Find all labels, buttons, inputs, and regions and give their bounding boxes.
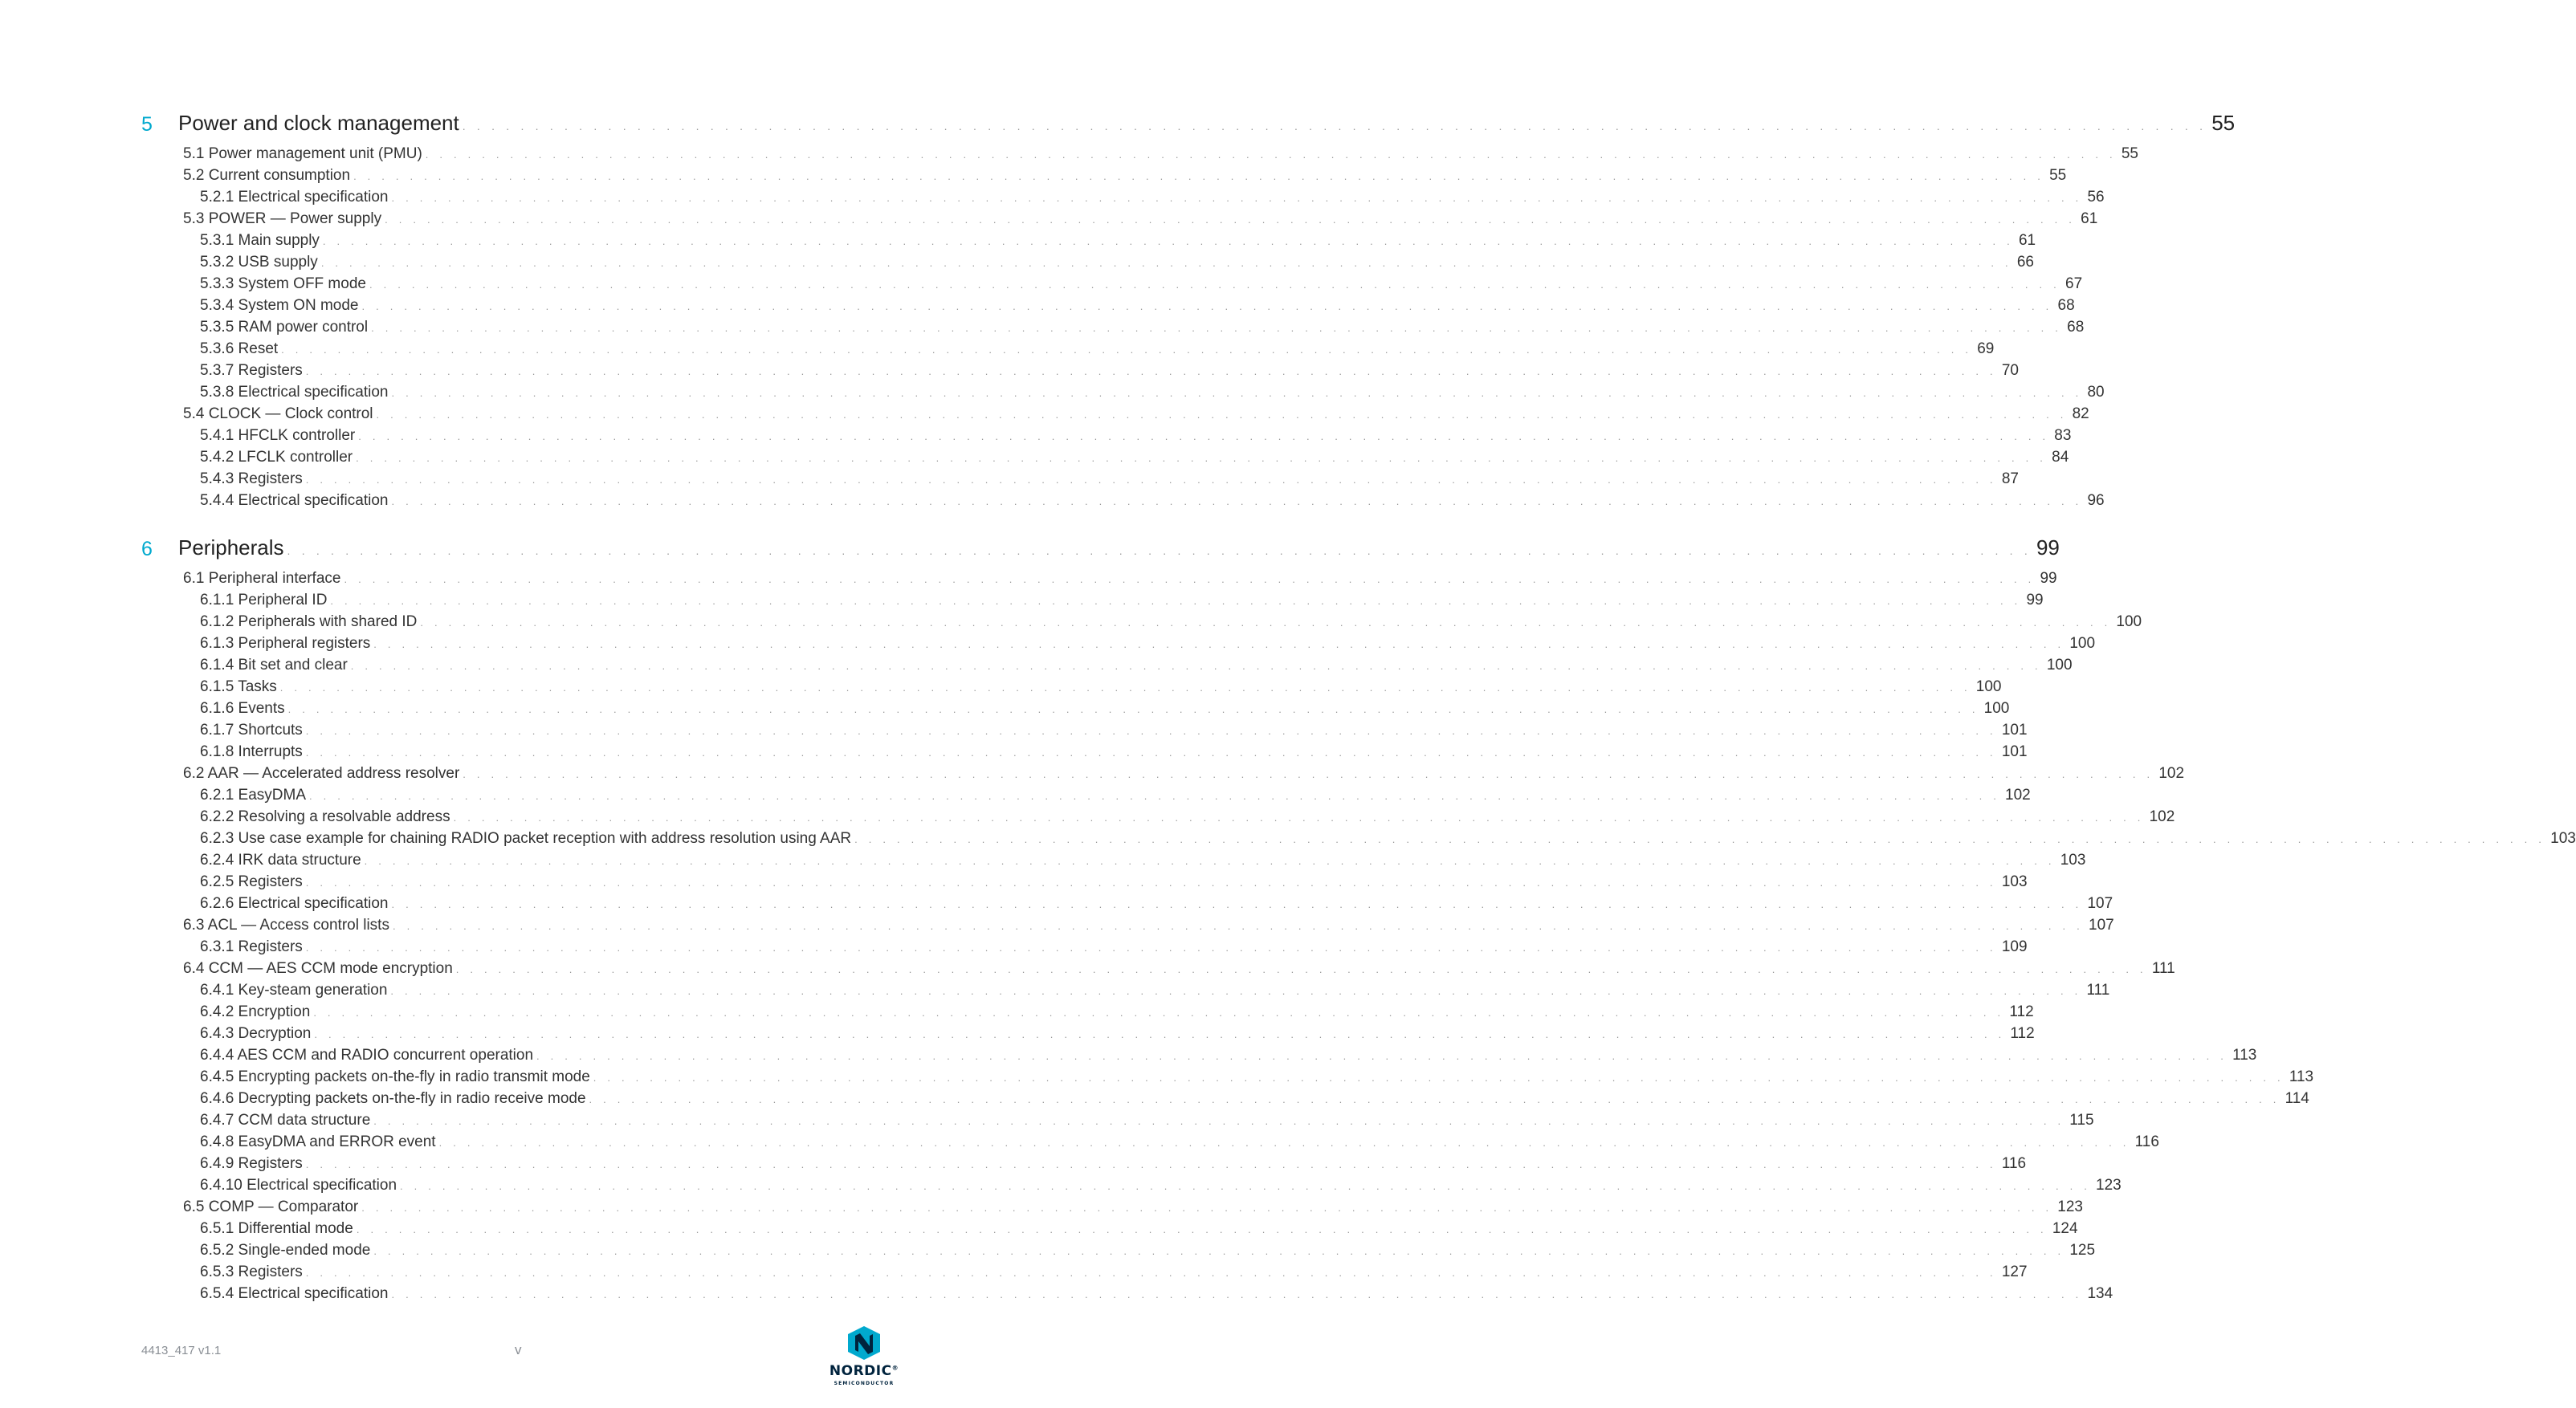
toc-entry-title: 6.2.4 IRK data structure [200, 852, 361, 869]
toc-entry-title: 5.3 POWER — Power supply [183, 210, 382, 227]
nordic-logo-icon [845, 1325, 883, 1360]
toc-entry[interactable] [0, 165, 2067, 186]
dot-leader: . . . . . . . . . . . . . . . . . . . . . . . . . . . . . . . . . . . . . . . . . . . . . . . . . . . . . . . . . . . . . . . . . . . . . . . . . . . . . . . . . . . . . . . . . . . . . . . . . . . . . . . . . . . . . . . . . . . . . . . . [373, 1245, 2065, 1257]
toc-entry[interactable] [0, 490, 2105, 511]
dot-leader: . . . . . . . . . . . . . . . . . . . . . . . . . . . . . . . . . . . . . . . . . . . . . . . . . . . . . . . . . . . . . . . . . . . . . . . . . . . . . . . . . . . . . . . . . . . . . . . . . . . . . . . . . . . . . . . . . . . . . . . . [385, 214, 2077, 226]
toc-entry-title: 6.5.1 Differential mode [200, 1220, 353, 1237]
dot-leader: . . . . . . . . . . . . . . . . . . . . . . . . . . . . . . . . . . . . . . . . . . . . . . . . . . . . . . . . . . . . . . . . . . . . . . . . . . . . . . . . . . . . . . . . . . . . . . . . . . . . . . . . . . . . . . . . . . . . . . . . [455, 963, 2147, 975]
toc-entry-page-number: 111 [2086, 982, 2110, 999]
dot-leader: . . . . . . . . . . . . . . . . . . . . . . . . . . . . . . . . . . . . . . . . . . . . . . . . . . . . . . . . . . . . . . . . . . . . . . . . . . . . . . . . . . . . . . . . . . . . . . . . . . . . . . . . . . . . . . . . . . . . . . . . [373, 638, 2065, 650]
dot-leader: . . . . . . . . . . . . . . . . . . . . . . . . . . . . . . . . . . . . . . . . . . . . . . . . . . . . . . . . . . . . . . . . . . . . . . . . . . . . . . . . . . . . . . . . . . . . . . . . . . . . . . . . . . . . . . . . . . . . . . . . [322, 235, 2014, 247]
toc-entry-page-number: 100 [2069, 635, 2096, 652]
toc-entry[interactable] [0, 589, 2044, 611]
dot-leader: . . . . . . . . . . . . . . . . . . . . . . . . . . . . . . . . . . . . . . . . . . . . . . . . . . . . . . . . . . . . . . . . . . . . . . . . . . . . . . . . . . . . . . . . . . . . . . . . . . . . . . . . . . . . . . . . . . . . . . . . [305, 877, 1997, 889]
toc-entry[interactable] [0, 1044, 2257, 1066]
toc-entry-page-number: 100 [2046, 657, 2073, 673]
chapter-title: Peripherals [178, 535, 284, 560]
toc-entry[interactable] [0, 676, 2002, 698]
toc-entry[interactable] [0, 251, 2034, 273]
toc-entry-page-number: 96 [2087, 492, 2105, 509]
toc-entry-page-number: 102 [2158, 765, 2185, 782]
toc-entry[interactable] [0, 425, 2072, 446]
toc-entry-title: 6.2.2 Resolving a resolvable address [200, 808, 450, 825]
dot-leader: . . . . . . . . . . . . . . . . . . . . . . . . . . . . . . . . . . . . . . . . . . . . . . . . . . . . . . . . . . . . . . . . . . . . . . . . . . . . . . . . . . . . . . . . . . . . . . . . . . . . . . . . . . . . . . . . . . . . . . . . [330, 595, 2022, 607]
toc-entry[interactable] [0, 1131, 2159, 1153]
toc-entry-title: 6.5.2 Single-ended mode [200, 1242, 371, 1259]
toc-entry[interactable] [0, 1283, 2113, 1304]
toc-entry[interactable] [0, 914, 2114, 936]
logo-subtext: SEMICONDUCTOR [834, 1381, 895, 1386]
toc-entry-page-number: 99 [2040, 570, 2057, 587]
chapter-page-number: 55 [2211, 111, 2236, 135]
document-id: 4413_417 v1.1 [141, 1344, 222, 1357]
chapter-title: Power and clock management [178, 111, 459, 135]
dot-leader: . . . . . . . . . . . . . . . . . . . . . . . . . . . . . . . . . . . . . . . . . . . . . . . . . . . . . . . . . . . . . . . . . . . . . . . . . . . . . . . . . . . . . . . . . . . . . . . . . . . . . . . . . . . . . . . . . . . . . . . . [453, 812, 2145, 824]
toc-entry-title: 6.4.1 Key-steam generation [200, 982, 388, 999]
toc-entry-page-number: 103 [2550, 830, 2576, 847]
dot-leader: . . . . . . . . . . . . . . . . . . . . . . . . . . . . . . . . . . . . . . . . . . . . . . . . . . . . . . . . . . . . . . . . . . . . . . . . . . . . . . . . . . . . . . . . . . . . . . . . . . . . . . . . . . . . . . . . . . . . . . . . [279, 682, 1971, 694]
toc-entry[interactable] [0, 568, 2057, 589]
toc-entry-title: 5.3.8 Electrical specification [200, 384, 389, 401]
toc-entry-title: 6.4.8 EasyDMA and ERROR event [200, 1133, 436, 1150]
toc-entry-title: 6.5.4 Electrical specification [200, 1285, 389, 1302]
toc-entry[interactable] [0, 1153, 2027, 1174]
toc-entry-title: 6.4 CCM — AES CCM mode encryption [183, 960, 453, 977]
dot-leader: . . . . . . . . . . . . . . . . . . . . . . . . . . . . . . . . . . . . . . . . . . . . . . . . . . . . . . . . . . . . . . . . . . . . . . . . . . . . . . . . . . . . . . . . . . . . . . . . . . . . . . . . . . . . . . . . . . . . . . . . [371, 322, 2063, 334]
toc-entry-title: 6.4.10 Electrical specification [200, 1177, 397, 1194]
dot-leader: . . . . . . . . . . . . . . . . . . . . . . . . . . . . . . . . . . . . . . . . . . . . . . . . . . . . . . . . . . . . . . . . . . . . . . . . . . . . . . . . . . . . . . . . . . . . . . . . . . . . . . . . . . . . . . . . . . . . . . . . [305, 942, 1997, 954]
toc-entry-page-number: 101 [2001, 743, 2028, 760]
toc-entry[interactable] [0, 230, 2036, 251]
toc-entry[interactable] [0, 1196, 2083, 1218]
toc-entry[interactable] [0, 295, 2075, 316]
nordic-logo [827, 1325, 901, 1390]
dot-leader: . . . . . . . . . . . . . . . . . . . . . . . . . . . . . . . . . . . . . . . . . . . . . . . . . . . . . . . . . . . . . . . . . . . . . . . . . . . . . . . . . . . . . . . . . . . . . . . . . . . . . . . . . . . . . . . . . . . . . . . . [589, 1093, 2280, 1105]
toc-entry-title: 6.1.6 Events [200, 700, 285, 717]
toc-chapter [0, 111, 2236, 511]
toc-entry-page-number: 107 [2089, 917, 2114, 934]
toc-entry-page-number: 102 [2005, 787, 2031, 804]
toc-entry[interactable] [0, 1218, 2078, 1239]
toc-entry-page-number: 69 [1977, 340, 1995, 357]
dot-leader: . . . . . . . . . . . . . . . . . . . . . . . . . . . . . . . . . . . . . . . . . . . . . . . . . . . . . . . . . . . . . . . . . . . . . . . . . . . . . . . . . . . . . . . . . . . . . . . . . . . . . . . . . . . . . . . . . . . . . . . . [356, 1223, 2048, 1235]
chapter-entries [0, 143, 2138, 511]
toc-entry-title: 5.4.1 HFCLK controller [200, 427, 356, 444]
logo-trademark: ® [891, 1364, 899, 1372]
toc-entry[interactable] [0, 381, 2105, 403]
dot-leader: . . . . . . . . . . . . . . . . . . . . . . . . . . . . . . . . . . . . . . . . . . . . . . . . . . . . . . . . . . . . . . . . . . . . . . . . . . . . . . . . . . . . . . . . . . . . . . . . . . . . . . . . . . . . . . . . . . . . . . . . [391, 495, 2083, 507]
toc-entry-title: 6.1.3 Peripheral registers [200, 635, 371, 652]
toc-entry-title: 5.2 Current consumption [183, 167, 351, 184]
dot-leader: . . . . . . . . . . . . . . . . . . . . . . . . . . . . . . . . . . . . . . . . . . . . . . . . . . . . . . . . . . . . . . . . . . . . . . . . . . . . . . . . . . . . . . . . . . . . . . . . . . . . . . . . . . . . . . . . . . . . . . . . [287, 703, 1979, 715]
toc-entry-title: 6.1.5 Tasks [200, 678, 277, 695]
toc-entry-page-number: 83 [2054, 427, 2072, 444]
dot-leader: . . . . . . . . . . . . . . . . . . . . . . . . . . . . . . . . . . . . . . . . . . . . . . . . . . . . . . . . . . . . . . . . . . . . . . . . . . . . . . . . . . . . . . . . . . . . . . . . . . . . . . . . . . . . . . . . . . . . . . . . [309, 790, 2001, 802]
toc-entry-page-number: 56 [2087, 189, 2105, 206]
dot-leader: . . . . . . . . . . . . . . . . . . . . . . . . . . . . . . . . . . . . . . . . . . . . . . . . . . . . . . . . . . . . . . . . . . . . . . . . . . . . . . . . . . . . . . . . . . . . . . . . . . . . . . . . . . . . . . . . . . . . . . . . [305, 365, 1997, 377]
toc-entry-title: 5.4.2 LFCLK controller [200, 449, 353, 466]
chapter-number: 6 [141, 538, 153, 560]
dot-leader: . . . . . . . . . . . . . . . . . . . . . . . . . . . . . . . . . . . . . . . . . . . . . . . . . . . . . . . . . . . . . . . . . . . . . . . . . . . . . . . . . . . . . . . . . . . . . . . . . . . . . . . . . . . . . . . . . . . . . . . . [361, 1202, 2053, 1214]
toc-entry[interactable] [0, 1023, 2035, 1044]
toc-entry[interactable] [0, 633, 2096, 654]
toc-entry[interactable] [0, 403, 2089, 425]
toc-entry-title: 6.1.7 Shortcuts [200, 722, 303, 739]
chapter-heading[interactable] [0, 111, 2236, 143]
dot-leader: . . . . . . . . . . . . . . . . . . . . . . . . . . . . . . . . . . . . . . . . . . . . . . . . . . . . . . . . . . . . . . . . . . . . . . . . . . . . . . . . . . . . . . . . . . . . . . . . . . . . . . . . . . . . . . . . . . . . . . . . [361, 300, 2053, 312]
toc-entry-title: 6.4.6 Decrypting packets on-the-fly in radio receive mode [200, 1090, 586, 1107]
toc-entry[interactable] [0, 1088, 2309, 1109]
toc-entry-page-number: 124 [2052, 1220, 2078, 1237]
logo-wordmark [827, 1363, 901, 1379]
dot-leader: . . . . . . . . . . . . . . . . . . . . . . . . . . . . . . . . . . . . . . . . . . . . . . . . . . . . . . . . . . . . . . . . . . . . . . . . . . . . . . . . . . . . . . . . . . . . . . . . . . . . . . . . . . . . . . . . . . . . . . . . [376, 409, 2068, 421]
toc-entry-page-number: 100 [1975, 678, 2002, 695]
toc-entry-title: 5.4.4 Electrical specification [200, 492, 389, 509]
dot-leader: . . . . . . . . . . . . . . . . . . . . . . . . . . . . . . . . . . . . . . . . . . . . . . . . . . . . . . . . . . . . . . . . . . . . . . . . . . . . . . . . . . . . . . . . . . . . . . . . . . . . . . . . . . . . . . . . . . . . . . . . [320, 257, 2012, 269]
toc-entry[interactable] [0, 1001, 2034, 1023]
toc-entry[interactable] [0, 338, 1995, 360]
toc-entry-page-number: 101 [2001, 722, 2028, 739]
toc-entry[interactable] [0, 446, 2069, 468]
toc-entry-title: 6.4.9 Registers [200, 1155, 303, 1172]
dot-leader: . . . . . . . . . . . . . . . . . . . . . . . . . . . . . . . . . . . . . . . . . . . . . . . . . . . . . . . . . . . . . . . . . . . . . . . . . . . . . . . . . . . . . . . . . . . . . . . . . . . . . . . . . . . . . . . . . . . . . . . . [313, 1007, 2005, 1019]
chapter-page-number: 99 [2036, 535, 2060, 560]
toc-entry-title: 5.1 Power management unit (PMU) [183, 145, 422, 162]
toc-entry-page-number: 61 [2081, 210, 2098, 227]
dot-leader: . . . . . . . . . . . . . . . . . . . . . . . . . . . . . . . . . . . . . . . . . . . . . . . . . . . . . . . . . . . . . . . . . . . . . . . . . . . . . . . . . . . . . . . . . . . . . . . . . . . . . . . . . . . . . . . . . . . . . . . . [390, 985, 2082, 997]
chapter-entries [0, 568, 2576, 1304]
toc-entry-page-number: 111 [2151, 960, 2175, 977]
toc-entry[interactable] [0, 273, 2083, 295]
toc-entry[interactable] [0, 936, 2028, 958]
toc-entry-title: 6.1.2 Peripherals with shared ID [200, 613, 418, 630]
dot-leader: . . . . . . . . . . . . . . . . . . . . . . . . . . . . . . . . . . . . . . . . . . . . . . . . . . . . . . . . . . . . . . . . . . . . . . . . . . . . . . . . . . . . . . . . . . . . . . . . . . . . . . . . . . . . . . . . . . . . . . . . [438, 1137, 2130, 1149]
toc-chapter [0, 535, 2576, 1304]
dot-leader: . . . . . . . . . . . . . . . . . . . . . . . . . . . . . . . . . . . . . . . . . . . . . . . . . . . . . . . . . . . . . . . . . . . . . . . . . . . . . . . . . . . . . . . . . . . . . . . . . . . . . . . . . . . . . . . . . . . . . . . . [391, 192, 2083, 204]
toc-entry-title: 6.5.3 Registers [200, 1264, 303, 1280]
toc-entry-page-number: 115 [2069, 1112, 2094, 1129]
page-footer [0, 1325, 996, 1408]
toc-entry-page-number: 116 [2134, 1133, 2159, 1150]
dot-leader: . . . . . . . . . . . . . . . . . . . . . . . . . . . . . . . . . . . . . . . . . . . . . . . . . . . . . . . . . . . . . . . . . . . . . . . . . . . . . . . . . . . . . . . . . . . . . . . . . . . . . . . . . . . . . . . . . . . . . . . . [305, 747, 1997, 759]
dot-leader: . . . . . . . . . . . . . . . . . . . . . . . . . . . . . . . . . . . . . . . . . . . . . . . . . . . . . . . . . . . . . . . . . . . . . . . . . . . . . . . . . . . . . . . . . . . . . . . . . . . . . . . . . . . . . . . . . . . . . . . . [305, 1158, 1997, 1170]
dot-leader: . . . . . . . . . . . . . . . . . . . . . . . . . . . . . . . . . . . . . . . . . . . . . . . . . . . . . . . . . . . . . . . . . . . . . . . . . . . . . . . . . . . . . . . . . . . . . . . . . . . . . . . . . . . . . . . . . . . . . . . . [314, 1028, 2006, 1040]
toc-entry-title: 5.3.2 USB supply [200, 254, 318, 271]
toc-entry-page-number: 100 [2116, 613, 2142, 630]
toc-entry-title: 6.2.3 Use case example for chaining RADIO packet reception with address resolution using AAR [200, 830, 852, 847]
toc-entry-page-number: 103 [2060, 852, 2086, 869]
chapter-number: 5 [141, 113, 153, 136]
dot-leader: . . . . . . . . . . . . . . . . . . . . . . . . . . . . . . . . . . . . . . . . . . . . . . . . . . . . . . . . . . . . . . . . . . . . . . . . . . . . . . . . . . . . . . . . . . . . . . . . . . . . . . . . . . . . . . . . . . . . . . . . [373, 1115, 2065, 1127]
dot-leader: . . . . . . . . . . . . . . . . . . . . . . . . . . . . . . . . . . . . . . . . . . . . . . . . . . . . . . . . . . . . . . . . . . . . . . . . . . . . . . . . . . . . . . . . . . . . . . . . . . . . . . . . . . . . . . . . . . . . . . . . [400, 1180, 2092, 1192]
toc-entry[interactable] [0, 698, 2010, 719]
dot-leader: . . . . . . . . . . . . . . . . . . . . . . . . . . . . . . . . . . . . . . . . . . . . . . . . . . . . . . . . . . . . . . . . . . . . . . . . . . . . . . . . . . . . . . . . . . . . . . . . . . . . . . . . . . . . . . . . . . . . . . . . [369, 279, 2060, 291]
dot-leader: . . . . . . . . . . . . . . . . . . . . . . . . . . . . . . . . . . . . . . . . . . . . . . . . . . . . . . . . . . . . . . . . . . . . . . . . . . . . . . . . . . . . . . . . . . . . . . . . . . . . . . . . . . . . . . . . . . . . . . . . [305, 474, 1997, 486]
toc-entry-title: 6.1.4 Bit set and clear [200, 657, 348, 673]
toc-entry[interactable] [0, 468, 2019, 490]
toc-entry[interactable] [0, 806, 2175, 828]
toc-entry[interactable] [0, 893, 2113, 914]
toc-entry[interactable] [0, 1174, 2122, 1196]
dot-leader: . . . . . . . . . . . . . . . . . . . . . . . . . . . . . . . . . . . . . . . . . . . . . . . . . . . . . . . . . . . . . . . . . . . . . . . . . . . . . . . . . . . . . . . . . . . . . . . . . . . . . . . . . . . . . . . . . . . . . . . . [462, 120, 2207, 132]
toc-entry-title: 6.5 COMP — Comparator [183, 1198, 359, 1215]
toc-entry[interactable] [0, 654, 2073, 676]
page-number: v [515, 1342, 522, 1357]
toc-entry-title: 5.3.6 Reset [200, 340, 279, 357]
toc-entry-page-number: 113 [2289, 1068, 2314, 1085]
toc-entry-page-number: 112 [2010, 1025, 2035, 1042]
toc-entry[interactable] [0, 1066, 2314, 1088]
dot-leader: . . . . . . . . . . . . . . . . . . . . . . . . . . . . . . . . . . . . . . . . . . . . . . . . . . . . . . . . . . . . . . . . . . . . . . . . . . . . . . . . . . . . . . . . . . . . . . . . . . . . . . . . . . . . . . . . . . . . . . . . [350, 660, 2042, 672]
toc-entry[interactable] [0, 784, 2031, 806]
toc-entry-title: 5.3.5 RAM power control [200, 319, 369, 336]
toc-entry[interactable] [0, 360, 2019, 381]
toc-entry-page-number: 84 [2052, 449, 2069, 466]
toc-entry[interactable] [0, 979, 2110, 1001]
toc-entry[interactable] [0, 763, 2185, 784]
dot-leader: . . . . . . . . . . . . . . . . . . . . . . . . . . . . . . . . . . . . . . . . . . . . . . . . . . . . . . . . . . . . . . . . . . . . . . . . . . . . . . . . . . . . . . . . . . . . . . . . . . . . . . . . . . . . . . . . . . . . . . . . [353, 170, 2045, 182]
toc-entry-title: 6.2.1 EasyDMA [200, 787, 306, 804]
dot-leader: . . . . . . . . . . . . . . . . . . . . . . . . . . . . . . . . . . . . . . . . . . . . . . . . . . . . . . . . . . . . . . . . . . . . . . . . . . . . . . . . . . . . . . . . . . . . . . . . . . . . . . . . . . . . . . . . . . . . . . . . [425, 149, 2117, 161]
toc-entry-page-number: 67 [2065, 275, 2083, 292]
toc-entry-page-number: 68 [2057, 297, 2075, 314]
toc-entry[interactable] [0, 611, 2142, 633]
toc-entry-page-number: 66 [2016, 254, 2034, 271]
toc-entry-title: 5.4.3 Registers [200, 470, 303, 487]
toc-entry-title: 5.2.1 Electrical specification [200, 189, 389, 206]
dot-leader: . . . . . . . . . . . . . . . . . . . . . . . . . . . . . . . . . . . . . . . . . . . . . . . . . . . . . . . . . . . . . . . . . . . . . . . . . . . . . . . . . . . . . . . . . . . . . . . . . . . . . . . . . . . . . . . . . . . . . . . . [305, 725, 1997, 737]
toc-entry-page-number: 125 [2069, 1242, 2096, 1259]
dot-leader: . . . . . . . . . . . . . . . . . . . . . . . . . . . . . . . . . . . . . . . . . . . . . . . . . . . . . . . . . . . . . . . . . . . . . . . . . . . . . . . . . . . . . . . . . . . . . . . . . . . . . . . . . . . . . . . . . . . . . . . . [593, 1072, 2285, 1084]
logo-name: NORDIC [829, 1363, 892, 1379]
toc-entry[interactable] [0, 208, 2098, 230]
toc-entry-page-number: 103 [2001, 873, 2028, 890]
toc-entry-page-number: 82 [2072, 405, 2089, 422]
dot-leader: . . . . . . . . . . . . . . . . . . . . . . . . . . . . . . . . . . . . . . . . . . . . . . . . . . . . . . . . . . . . . . . . . . . . . . . . . . . . . . . . . . . . . . . . . . . . . . . . . . . . . . . . . . . . . . . . . . . . . . . . [854, 833, 2546, 845]
toc-entry-page-number: 55 [2049, 167, 2067, 184]
dot-leader: . . . . . . . . . . . . . . . . . . . . . . . . . . . . . . . . . . . . . . . . . . . . . . . . . . . . . . . . . . . . . . . . . . . . . . . . . . . . . . . . . . . . . . . . . . . . . . . . . . . . . . . . . . . . . . . . . . . . . . . . [281, 344, 1973, 356]
dot-leader: . . . . . . . . . . . . . . . . . . . . . . . . . . . . . . . . . . . . . . . . . . . . . . . . . . . . . . . . . . . . . . . . . . . . . . . . . . . . . . . . . . . . . . . . . . . . . . . . . . . . . . . . . . . . . . . . . . . . . . . . [287, 544, 2032, 557]
dot-leader: . . . . . . . . . . . . . . . . . . . . . . . . . . . . . . . . . . . . . . . . . . . . . . . . . . . . . . . . . . . . . . . . . . . . . . . . . . . . . . . . . . . . . . . . . . . . . . . . . . . . . . . . . . . . . . . . . . . . . . . . [463, 768, 2154, 780]
dot-leader: . . . . . . . . . . . . . . . . . . . . . . . . . . . . . . . . . . . . . . . . . . . . . . . . . . . . . . . . . . . . . . . . . . . . . . . . . . . . . . . . . . . . . . . . . . . . . . . . . . . . . . . . . . . . . . . . . . . . . . . . [391, 387, 2083, 399]
toc-entry-title: 6.4.3 Decryption [200, 1025, 312, 1042]
toc-entry[interactable] [0, 828, 2576, 849]
chapter-heading[interactable] [0, 535, 2060, 568]
toc-entry-title: 5.3.1 Main supply [200, 232, 320, 249]
toc-entry-title: 6.2.6 Electrical specification [200, 895, 389, 912]
toc-entry-page-number: 112 [2009, 1003, 2034, 1020]
dot-leader: . . . . . . . . . . . . . . . . . . . . . . . . . . . . . . . . . . . . . . . . . . . . . . . . . . . . . . . . . . . . . . . . . . . . . . . . . . . . . . . . . . . . . . . . . . . . . . . . . . . . . . . . . . . . . . . . . . . . . . . . [392, 920, 2084, 932]
toc-entry[interactable] [0, 143, 2138, 165]
toc-entry-title: 6.4.5 Encrypting packets on-the-fly in radio transmit mode [200, 1068, 590, 1085]
toc-entry-page-number: 87 [2001, 470, 2019, 487]
toc-entry-page-number: 70 [2001, 362, 2019, 379]
dot-leader: . . . . . . . . . . . . . . . . . . . . . . . . . . . . . . . . . . . . . . . . . . . . . . . . . . . . . . . . . . . . . . . . . . . . . . . . . . . . . . . . . . . . . . . . . . . . . . . . . . . . . . . . . . . . . . . . . . . . . . . . [358, 430, 2050, 442]
toc-entry-page-number: 127 [2001, 1264, 2028, 1280]
dot-leader: . . . . . . . . . . . . . . . . . . . . . . . . . . . . . . . . . . . . . . . . . . . . . . . . . . . . . . . . . . . . . . . . . . . . . . . . . . . . . . . . . . . . . . . . . . . . . . . . . . . . . . . . . . . . . . . . . . . . . . . . [305, 1267, 1997, 1279]
toc-entry-title: 6.3 ACL — Access control lists [183, 917, 389, 934]
dot-leader: . . . . . . . . . . . . . . . . . . . . . . . . . . . . . . . . . . . . . . . . . . . . . . . . . . . . . . . . . . . . . . . . . . . . . . . . . . . . . . . . . . . . . . . . . . . . . . . . . . . . . . . . . . . . . . . . . . . . . . . . [391, 1288, 2083, 1300]
toc-entry-page-number: 116 [2001, 1155, 2027, 1172]
toc-entry-page-number: 123 [2057, 1198, 2083, 1215]
dot-leader: . . . . . . . . . . . . . . . . . . . . . . . . . . . . . . . . . . . . . . . . . . . . . . . . . . . . . . . . . . . . . . . . . . . . . . . . . . . . . . . . . . . . . . . . . . . . . . . . . . . . . . . . . . . . . . . . . . . . . . . . [356, 452, 2048, 464]
toc-entry[interactable] [0, 316, 2085, 338]
toc-entry-title: 6.2.5 Registers [200, 873, 303, 890]
toc-entry-title: 6.4.2 Encryption [200, 1003, 311, 1020]
toc-entry-page-number: 99 [2026, 592, 2044, 608]
toc-entry-page-number: 102 [2149, 808, 2175, 825]
toc-entry-page-number: 100 [1983, 700, 2010, 717]
toc-entry-page-number: 114 [2285, 1090, 2309, 1107]
toc-entry-page-number: 109 [2001, 938, 2028, 955]
toc-entry-page-number: 80 [2087, 384, 2105, 401]
dot-leader: . . . . . . . . . . . . . . . . . . . . . . . . . . . . . . . . . . . . . . . . . . . . . . . . . . . . . . . . . . . . . . . . . . . . . . . . . . . . . . . . . . . . . . . . . . . . . . . . . . . . . . . . . . . . . . . . . . . . . . . . [536, 1050, 2228, 1062]
toc-entry-title: 5.4 CLOCK — Clock control [183, 405, 373, 422]
toc-entry-page-number: 61 [2018, 232, 2036, 249]
toc-entry-page-number: 68 [2067, 319, 2085, 336]
toc-entry-title: 6.4.7 CCM data structure [200, 1112, 371, 1129]
toc-entry-page-number: 55 [2121, 145, 2138, 162]
dot-leader: . . . . . . . . . . . . . . . . . . . . . . . . . . . . . . . . . . . . . . . . . . . . . . . . . . . . . . . . . . . . . . . . . . . . . . . . . . . . . . . . . . . . . . . . . . . . . . . . . . . . . . . . . . . . . . . . . . . . . . . . [344, 573, 2036, 585]
toc-entry-page-number: 123 [2096, 1177, 2122, 1194]
toc-entry-title: 6.4.4 AES CCM and RADIO concurrent operation [200, 1047, 534, 1064]
toc-entry-title: 5.3.7 Registers [200, 362, 303, 379]
toc-entry-page-number: 113 [2232, 1047, 2257, 1064]
toc-entry-title: 5.3.4 System ON mode [200, 297, 359, 314]
toc-entry-title: 6.1.1 Peripheral ID [200, 592, 328, 608]
toc-entry[interactable] [0, 849, 2086, 871]
toc-entry[interactable] [0, 1239, 2096, 1261]
toc-entry[interactable] [0, 741, 2028, 763]
dot-leader: . . . . . . . . . . . . . . . . . . . . . . . . . . . . . . . . . . . . . . . . . . . . . . . . . . . . . . . . . . . . . . . . . . . . . . . . . . . . . . . . . . . . . . . . . . . . . . . . . . . . . . . . . . . . . . . . . . . . . . . . [420, 617, 2112, 629]
toc-entry[interactable] [0, 186, 2105, 208]
dot-leader: . . . . . . . . . . . . . . . . . . . . . . . . . . . . . . . . . . . . . . . . . . . . . . . . . . . . . . . . . . . . . . . . . . . . . . . . . . . . . . . . . . . . . . . . . . . . . . . . . . . . . . . . . . . . . . . . . . . . . . . . [391, 898, 2083, 910]
toc-entry-title: 5.3.3 System OFF mode [200, 275, 366, 292]
toc-entry[interactable] [0, 719, 2028, 741]
table-of-contents [0, 111, 2576, 1329]
toc-entry-title: 6.2 AAR — Accelerated address resolver [183, 765, 460, 782]
toc-entry-title: 6.1.8 Interrupts [200, 743, 303, 760]
toc-entry[interactable] [0, 1261, 2028, 1283]
toc-entry-title: 6.1 Peripheral interface [183, 570, 341, 587]
toc-entry-title: 6.3.1 Registers [200, 938, 303, 955]
toc-entry[interactable] [0, 1109, 2094, 1131]
toc-entry-page-number: 134 [2087, 1285, 2113, 1302]
dot-leader: . . . . . . . . . . . . . . . . . . . . . . . . . . . . . . . . . . . . . . . . . . . . . . . . . . . . . . . . . . . . . . . . . . . . . . . . . . . . . . . . . . . . . . . . . . . . . . . . . . . . . . . . . . . . . . . . . . . . . . . . [364, 855, 2056, 867]
toc-entry-page-number: 107 [2087, 895, 2113, 912]
toc-entry[interactable] [0, 958, 2175, 979]
toc-entry[interactable] [0, 871, 2028, 893]
